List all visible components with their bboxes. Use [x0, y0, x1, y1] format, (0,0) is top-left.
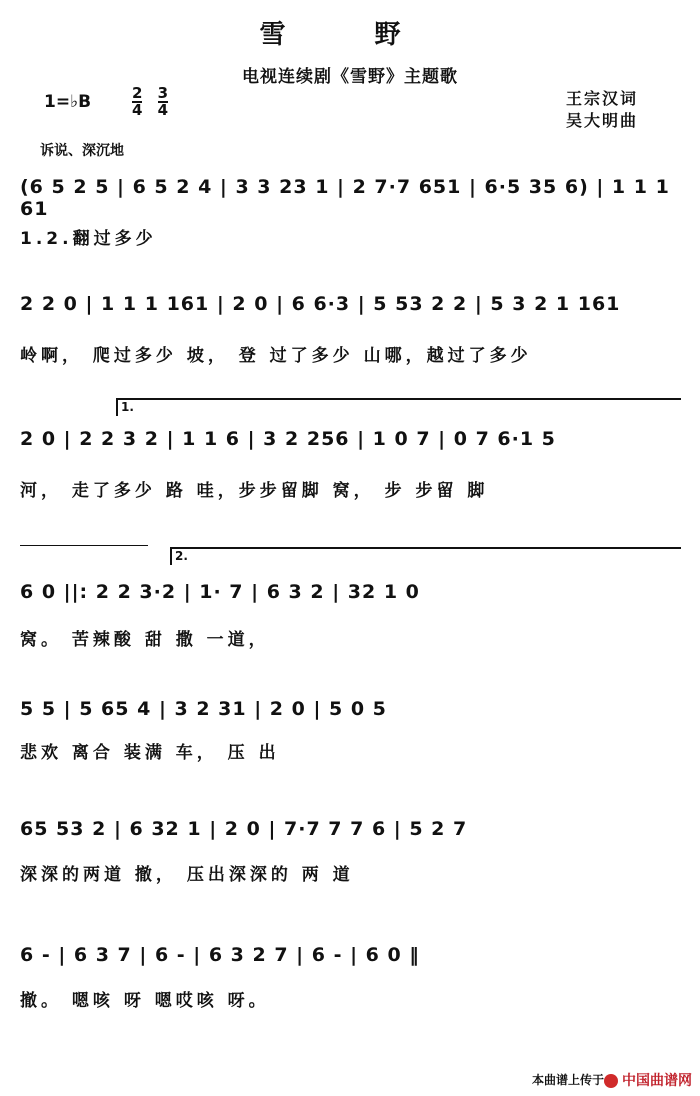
- score-line-3: [0, 398, 700, 501]
- composer-credit: 吴大明曲: [566, 111, 639, 130]
- first-ending-continuation: [20, 545, 148, 546]
- notes-line: 2 0 | 2 2 3 2 | 1 1 6 | 3 2 256 | 1 0 7 | 0 7 6·1 5: [20, 428, 556, 450]
- song-title: 雪 野: [259, 20, 441, 50]
- score-line-5: [0, 686, 700, 786]
- key-signature: 1=♭B: [44, 92, 92, 112]
- notes-line: 2 2 0 | 1 1 1 161 | 2 0 | 6 6·3 | 5 53 2 2 | 5 3 2 1 161: [20, 293, 621, 315]
- lyrics-line: 1.2.翻过多少: [20, 229, 157, 249]
- notes-line: 65 53 2 | 6 32 1 | 2 0 | 7·7 7 7 6 | 5 2 7: [20, 818, 468, 840]
- lyricist-credit: 王宗汉词: [566, 89, 639, 108]
- meter-a-denominator: 4: [132, 101, 143, 119]
- lyrics-line: 岭啊， 爬过多少 坡， 登 过了多少 山哪，越过了多少: [20, 346, 532, 366]
- site-logo-icon: [604, 1074, 618, 1088]
- upload-note: 本曲谱上传于: [531, 1073, 604, 1087]
- lyrics-line: 窝。 苦辣酸 甜 撒 一道，: [20, 630, 270, 650]
- meter-a-numerator: 2: [132, 84, 143, 102]
- notes-line: (6 5 2 5 | 6 5 2 4 | 3 3 23 1 | 2 7·7 651 | 6·5 35 6) | 1 1 1 61: [20, 176, 670, 220]
- lyrics-line: 撤。 嗯咳 呀 嗯哎咳 呀。: [20, 991, 270, 1011]
- score-line-7: [0, 932, 700, 1032]
- song-subtitle: 电视连续剧《雪野》主题歌: [242, 67, 458, 87]
- lyrics-line: 悲欢 离合 装满 车， 压 出: [20, 743, 280, 763]
- meter-b-numerator: 3: [157, 84, 169, 102]
- lyrics-line: 河， 走了多少 路 哇，步步留脚 窝， 步 步留 脚: [20, 481, 489, 501]
- score-line-2: [0, 285, 700, 385]
- notes-line: 6 0 ||: 2 2 3·2 | 1· 7 | 6 3 2 | 32 1 0: [20, 581, 420, 603]
- score-line-6: [0, 806, 700, 906]
- score-line-1: [0, 168, 700, 268]
- time-signature: [132, 86, 178, 118]
- meter-b-denominator: 4: [157, 101, 169, 119]
- score-line-4: [0, 545, 700, 650]
- notes-line: 5 5 | 5 65 4 | 3 2 31 | 2 0 | 5 0 5: [20, 698, 387, 720]
- lyrics-line: 深深的两道 撤， 压出深深的 两 道: [20, 865, 354, 885]
- notes-line: 6 - | 6 3 7 | 6 - | 6 3 2 7 | 6 - | 6 0 ‖: [20, 944, 420, 966]
- site-name: 中国曲谱网: [622, 1073, 692, 1089]
- second-ending-bracket: 2.: [170, 547, 681, 565]
- site-logo[interactable]: [604, 1070, 692, 1090]
- first-ending-bracket: 1.: [116, 398, 681, 416]
- tempo-marking: 诉说、深沉地: [40, 143, 124, 159]
